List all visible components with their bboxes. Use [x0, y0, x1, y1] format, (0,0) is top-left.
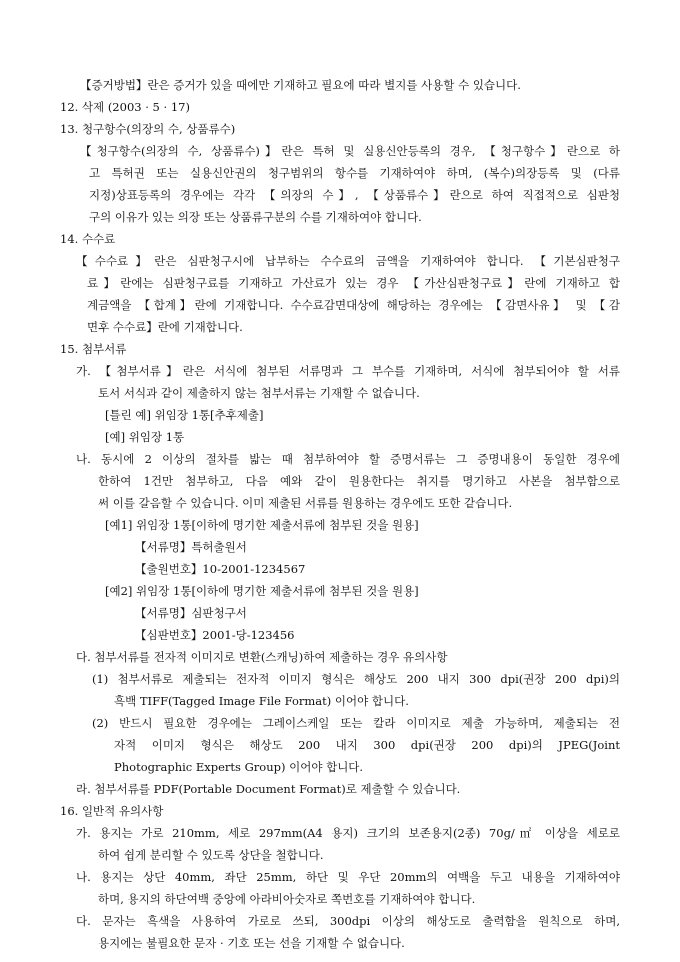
text-line: (1) 첨부서류로 제출되는 전자적 이미지 형식은 해상도 200 내지 300 dpi(권장 200 dpi)의: [92, 672, 620, 686]
text-line: 【수수료】란은 심판청구시에 납부하는 수수료의 금액을 기재하여야 합니다. 【기본심판청구: [76, 254, 620, 268]
section-heading: 14. 수수료: [60, 232, 116, 246]
text-line: 가. 용지는 가로 210mm, 세로 297mm(A4 용지) 크기의 보존용지(2종) 70g/㎡ 이상을 세로로: [76, 826, 620, 840]
text-line: 료】란에는 심판청구료를 기재하고 가산료가 있는 경우 【가산심판청구료】란에 기재하고 합: [87, 276, 620, 290]
text-line: 구의 이유가 있는 의장 또는 상품류구분의 수를 기재하여야 합니다.: [89, 210, 422, 224]
text-line: 자적 이미지 형식은 해상도 200 내지 300 dpi(권장 200 dpi)의 JPEG(Joint: [114, 738, 620, 752]
text-line: 【서류명】심판청구서: [135, 606, 247, 620]
text-line: 써 이를 갈음할 수 있습니다. 이미 제출된 서류를 원용하는 경우에도 또한 같습니다.: [98, 496, 513, 510]
text-line: 다. 첨부서류를 전자적 이미지로 변환(스캐닝)하여 제출하는 경우 유의사항: [76, 650, 448, 664]
text-line: 【증거방법】란은 증거가 있을 때에만 기재하고 필요에 따라 별지를 사용할 수 있습니다.: [80, 78, 521, 92]
text-line: 라. 첨부서류를 PDF(Portable Document Format)로 제출할 수 있습니다.: [76, 782, 461, 796]
text-line: [예] 위임장 1통: [105, 430, 185, 444]
section-heading: 13. 청구항수(의장의 수, 상품류수): [60, 122, 236, 136]
text-line: (2) 반드시 필요한 경우에는 그레이스케일 또는 칼라 이미지로 제출 가능하며, 제출되는 전: [92, 716, 620, 730]
text-line: [예1] 위임장 1통[이하에 명기한 제출서류에 첨부된 것을 원용]: [105, 518, 419, 532]
text-line: 지정)상표등록의 경우에는 각각 【의장의 수】, 【상품류수】란으로 하여 직접적으로 심판청: [89, 188, 620, 202]
text-line: [틀린 예] 위임장 1통[추후제출]: [105, 408, 264, 422]
text-line: 토서 서식과 같이 제출하지 않는 첨부서류는 기재할 수 없습니다.: [98, 386, 420, 400]
text-line: 면후 수수료】란에 기재합니다.: [87, 320, 243, 334]
text-line: 용지에는 불필요한 문자 · 기호 또는 선을 기재할 수 없습니다.: [98, 936, 405, 950]
text-line: 나. 용지는 상단 40mm, 좌단 25mm, 하단 및 우단 20mm의 여백을 두고 내용을 기재하여야: [76, 870, 620, 884]
text-line: 【청구항수(의장의 수, 상품류수)】란은 특허 및 실용신안등록의 경우, 【청구항수】란으로 하: [80, 144, 620, 158]
text-line: 흑백 TIFF(Tagged Image File Format) 이어야 합니다.: [114, 694, 409, 708]
text-line: 나. 동시에 2 이상의 절차를 밟는 때 첨부하여야 할 증명서류는 그 증명내용이 동일한 경우에: [76, 452, 620, 466]
text-line: 고 특허권 또는 실용신안권의 청구범위의 항수를 기재하여야 하며, (복수)의장등록 및 (다류: [89, 166, 620, 180]
text-line: 다. 문자는 흑색을 사용하여 가로로 쓰되, 300dpi 이상의 해상도로 출력함을 원칙으로 하며,: [76, 914, 620, 928]
section-heading: 12. 삭제 (2003 · 5 · 17): [60, 100, 190, 114]
section-heading: 16. 일반적 유의사항: [60, 804, 164, 818]
text-line: [예2] 위임장 1통[이하에 명기한 제출서류에 첨부된 것을 원용]: [105, 584, 419, 598]
text-line: 계금액을 【합계】란에 기재합니다. 수수료감면대상에 해당하는 경우에는 【감면사유】 및 【감: [87, 298, 620, 312]
text-line: 【출원번호】10-2001-1234567: [135, 562, 306, 576]
text-line: 한하여 1건만 첨부하고, 다음 예와 같이 원용한다는 취지를 명기하고 사본을 첨부함으로: [98, 474, 620, 488]
text-line: 【서류명】특허출원서: [135, 540, 247, 554]
text-line: 하며, 용지의 하단여백 중앙에 아라비아숫자로 쪽번호를 기재하여야 합니다.: [98, 892, 476, 906]
text-line: Photographic Experts Group) 이어야 합니다.: [114, 760, 364, 774]
text-line: 가. 【첨부서류】란은 서식에 첨부된 서류명과 그 부수를 기재하며, 서식에 첨부되어야 할 서류: [76, 364, 620, 378]
text-line: 【심판번호】2001-당-123456: [135, 628, 295, 642]
text-line: 하여 쉽게 분리할 수 있도록 상단을 철합니다.: [98, 848, 324, 862]
section-heading: 15. 첨부서류: [60, 342, 127, 356]
